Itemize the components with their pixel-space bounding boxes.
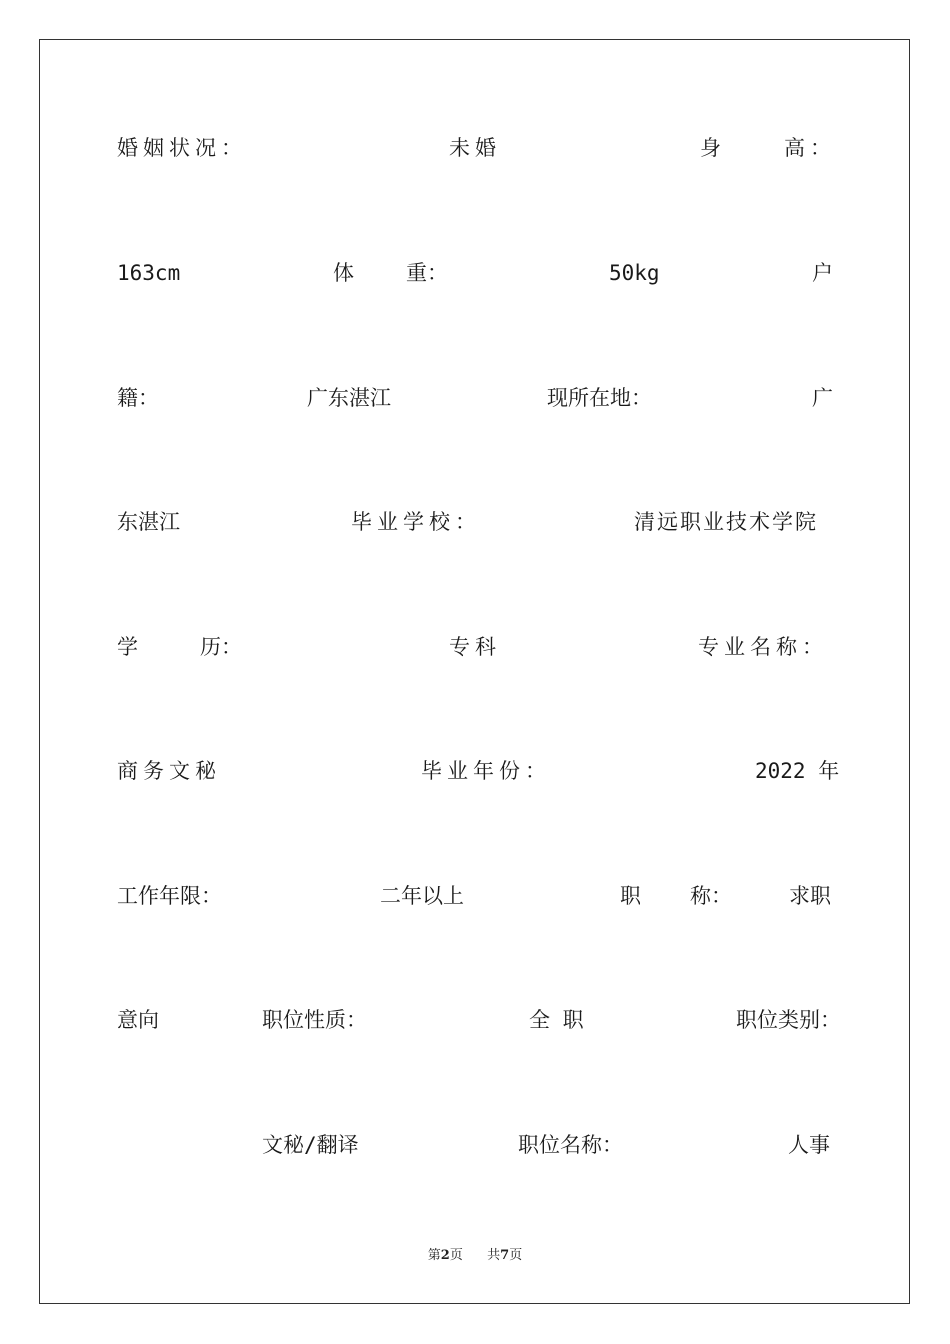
major-label: 专业名称： bbox=[698, 635, 828, 659]
page-footer bbox=[0, 1246, 950, 1266]
job-title-value: 人事 bbox=[788, 1133, 830, 1157]
job-category-label: 职位类别： bbox=[736, 1008, 841, 1032]
work-years-label: 工作年限： bbox=[117, 884, 222, 908]
current-location-value-part2: 东湛江 bbox=[117, 510, 180, 534]
current-location-label: 现所在地： bbox=[547, 386, 652, 410]
page-frame bbox=[39, 39, 910, 1304]
title-label-part2: 称： bbox=[690, 884, 732, 908]
graduation-year-value: 2022 年 bbox=[755, 759, 840, 783]
job-category-value: 文秘/翻译 bbox=[262, 1133, 359, 1157]
hukou-label-part1: 户 bbox=[812, 261, 833, 285]
education-label-part2: 历： bbox=[200, 635, 242, 659]
resume-line-9 bbox=[0, 1128, 950, 1162]
current-location-value-part1: 广 bbox=[812, 386, 833, 410]
resume-line-4 bbox=[0, 505, 950, 539]
job-nature-label: 职位性质： bbox=[262, 1008, 367, 1032]
resume-line-7 bbox=[0, 879, 950, 913]
page-suffix: 页 bbox=[449, 1248, 463, 1263]
resume-line-3 bbox=[0, 381, 950, 415]
hukou-value: 广东湛江 bbox=[307, 386, 391, 410]
hukou-label-part2: 籍： bbox=[117, 386, 159, 410]
page-prefix: 第 bbox=[427, 1248, 441, 1263]
resume-line-8 bbox=[0, 1003, 950, 1037]
page-total bbox=[487, 1248, 522, 1263]
title-label-part1: 职 bbox=[620, 884, 641, 908]
job-title-label: 职位名称： bbox=[518, 1133, 623, 1157]
height-value: 163cm bbox=[117, 261, 181, 285]
resume-line-2 bbox=[0, 256, 950, 290]
resume-line-1 bbox=[0, 131, 950, 165]
resume-line-6 bbox=[0, 754, 950, 788]
job-intention-label-part1: 求职 bbox=[789, 884, 831, 908]
weight-label-part2: 重： bbox=[406, 261, 448, 285]
page-total-value: 7 bbox=[500, 1248, 510, 1263]
height-label-part1: 身 bbox=[700, 136, 721, 160]
page-number bbox=[428, 1248, 467, 1263]
height-label-part2: 高： bbox=[784, 136, 836, 160]
education-label-part1: 学 bbox=[117, 635, 138, 659]
job-intention-label-part2: 意向 bbox=[117, 1008, 159, 1032]
resume-line-5 bbox=[0, 630, 950, 664]
major-value: 商务文秘 bbox=[117, 759, 221, 783]
page-current: 2 bbox=[440, 1248, 450, 1263]
weight-value: 50kg bbox=[609, 261, 660, 285]
total-suffix: 页 bbox=[509, 1248, 523, 1263]
graduated-school-value: 清远职业技术学院 bbox=[634, 510, 818, 534]
education-value: 专科 bbox=[449, 635, 501, 659]
total-prefix: 共 bbox=[487, 1248, 501, 1263]
weight-label-part1: 体 bbox=[333, 261, 354, 285]
job-nature-value: 全 职 bbox=[529, 1008, 584, 1032]
marital-status-value: 未婚 bbox=[449, 136, 501, 160]
graduated-school-label: 毕业学校： bbox=[351, 510, 481, 534]
marital-status-label: 婚姻状况： bbox=[117, 136, 247, 160]
graduation-year-label: 毕业年份： bbox=[421, 759, 551, 783]
work-years-value: 二年以上 bbox=[380, 884, 464, 908]
